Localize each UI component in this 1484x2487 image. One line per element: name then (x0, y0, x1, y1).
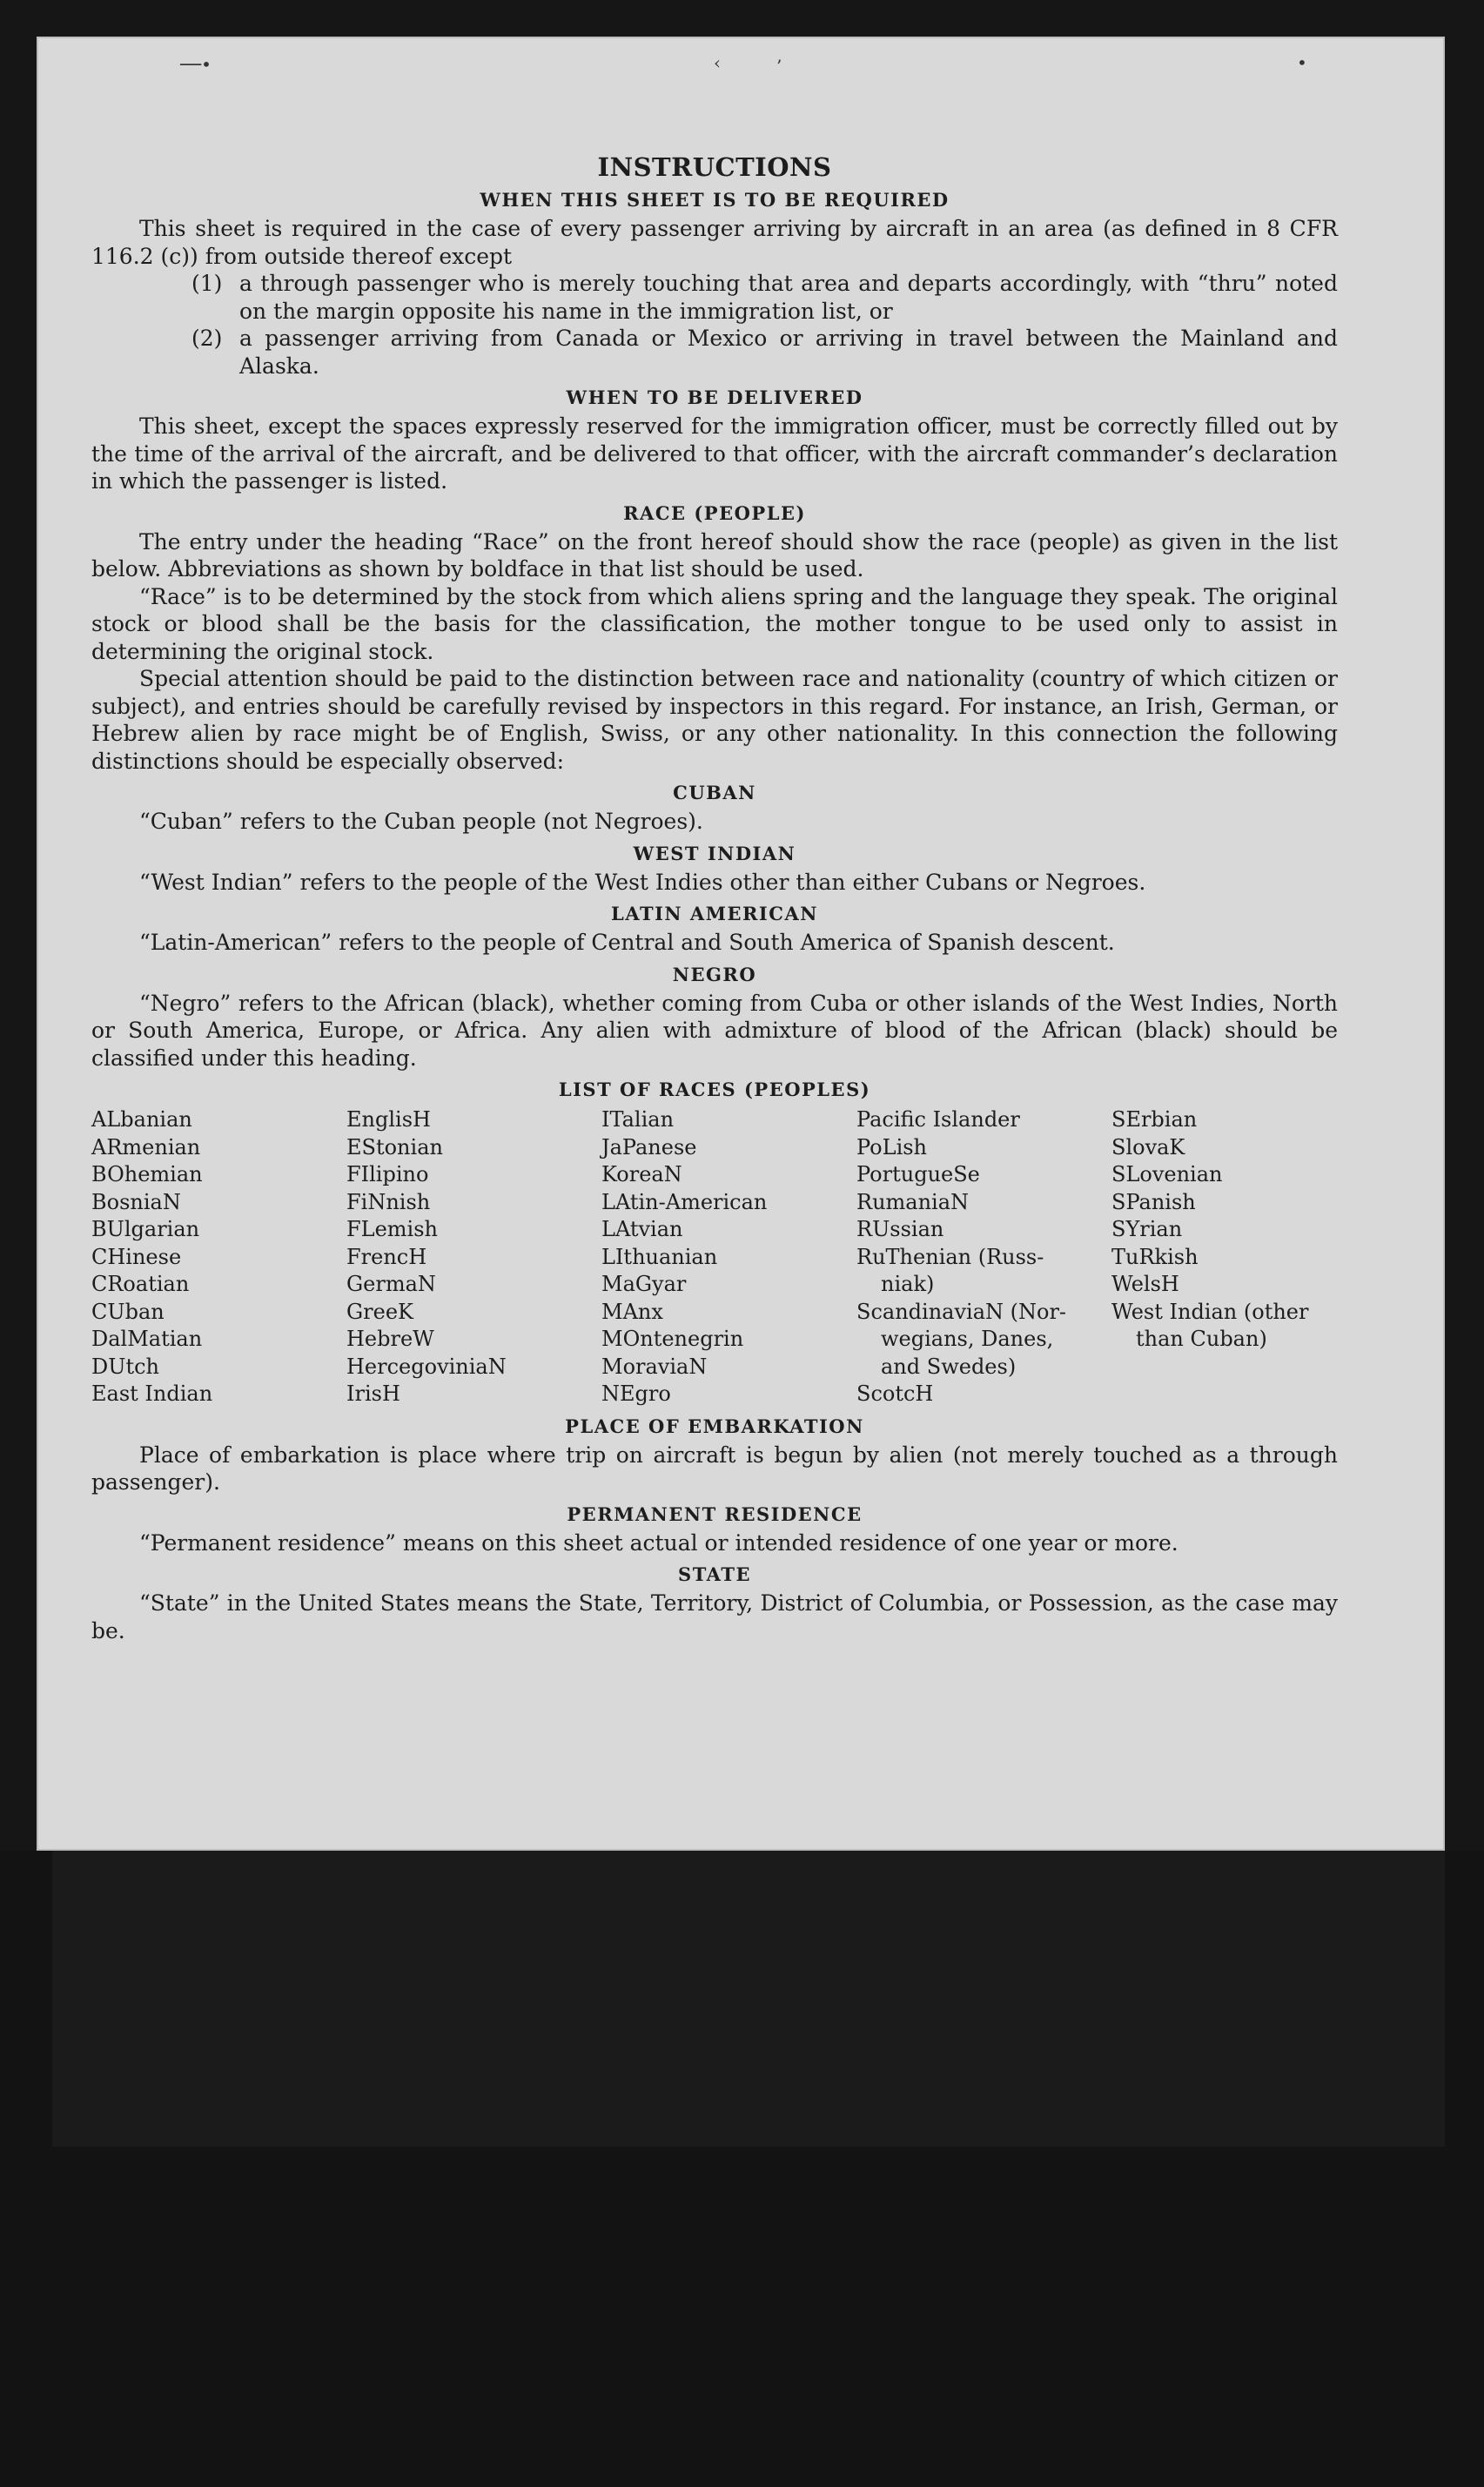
state-text: “State” in the United States means the State, Territory, District of Columbia, or Possession, as the case may be. (91, 1590, 1338, 1643)
races-column-4 (856, 1106, 1111, 1408)
race-entry: RumaniaN (856, 1189, 970, 1214)
when-delivered-text: This sheet, except the spaces expressly reserved for the immigration officer, must be correctly filled out by the time of the arrival of the aircraft, and be delivered to that officer, with the aircraft commander’s declaration in which the passenger is listed. (91, 413, 1338, 494)
race-entry: East Indian (91, 1381, 213, 1406)
race-entry: HebreW (346, 1327, 434, 1351)
heading-state: STATE (678, 1563, 751, 1585)
race-entry: Pacific Islander (856, 1107, 1020, 1132)
race-entry: ScandinaviaN (Nor- (856, 1299, 1067, 1324)
race-entry: EStonian (346, 1134, 443, 1159)
heading-latin-american: LATIN AMERICAN (611, 903, 818, 924)
race-entry: CHinese (91, 1244, 182, 1269)
race-entry: PortugueSe (856, 1162, 980, 1186)
heading-cuban: CUBAN (673, 782, 756, 803)
instructions-content (91, 152, 1338, 1644)
race-entry: NEgro (601, 1381, 671, 1406)
race-entry: MaGyar (601, 1272, 687, 1296)
races-column-5 (1111, 1106, 1338, 1408)
race-entry: EnglisH (346, 1107, 431, 1132)
list-item (191, 325, 1338, 380)
list-item-number: (1) (191, 271, 223, 296)
race-entry: HercegoviniaN (346, 1354, 507, 1379)
race-entry: West Indian (other (1111, 1299, 1309, 1324)
race-entry: MoraviaN (601, 1354, 708, 1379)
heading-west-indian: WEST INDIAN (633, 842, 796, 864)
race-entry: RUssian (856, 1217, 944, 1241)
races-column-1 (91, 1106, 346, 1408)
list-item-number: (2) (191, 326, 223, 351)
race-entry: FIlipino (346, 1162, 429, 1186)
race-paragraph-3: Special attention should be paid to the distinction between race and nationality (country of which citizen or subject), and entries should be carefully revised by inspectors in this regard. For instance, an Irish, German, or Hebrew alien by race might be of English, Swiss, or any other nationality. In this connection the following distinctions should be especially observed: (91, 666, 1338, 774)
races-list (91, 1106, 1338, 1408)
latin-american-text: “Latin-American” refers to the people of Central and South America of Spanish descent. (139, 930, 1115, 955)
race-entry: GermaN (346, 1272, 436, 1296)
race-entry-continued: than Cuban) (1136, 1327, 1267, 1351)
race-entry: ScotcH (856, 1381, 934, 1406)
race-entry: GreeK (346, 1299, 413, 1324)
race-entry: SErbian (1111, 1107, 1198, 1132)
race-entry: ITalian (601, 1107, 675, 1132)
race-entry: WelsH (1111, 1272, 1179, 1296)
race-entry: DUtch (91, 1354, 160, 1379)
race-entry: BosniaN (91, 1189, 181, 1214)
west-indian-text: “West Indian” refers to the people of the West Indies other than either Cubans or Negroes. (139, 869, 1146, 895)
race-entry: LAtin-American (601, 1189, 768, 1214)
race-entry: CRoatian (91, 1272, 190, 1296)
heading-embarkation: PLACE OF EMBARKATION (565, 1415, 864, 1437)
heading-when-delivered: WHEN TO BE DELIVERED (566, 386, 863, 408)
race-entry: KoreaN (601, 1162, 682, 1186)
race-entry-continued: niak) (881, 1272, 935, 1296)
races-column-2 (346, 1106, 601, 1408)
race-entry: IrisH (346, 1381, 400, 1406)
race-entry: ALbanian (91, 1107, 192, 1132)
race-entry: LIthuanian (601, 1244, 718, 1269)
list-item-text: a passenger arriving from Canada or Mexico or arriving in travel between the Mainland and Alaska. (239, 326, 1338, 379)
race-entry: SPanish (1111, 1189, 1196, 1214)
heading-race: RACE (PEOPLE) (623, 501, 806, 524)
race-entry: FrencH (346, 1244, 427, 1269)
race-entry: CUban (91, 1299, 165, 1324)
race-entry: MOntenegrin (601, 1327, 744, 1351)
races-column-3 (601, 1106, 856, 1408)
heading-negro: NEGRO (672, 963, 757, 985)
race-paragraph-2: “Race” is to be determined by the stock from which aliens spring and the language they speak. The original stock or blood shall be the basis for the classification, the mother tongue to be used only to assist in determining the original stock. (91, 583, 1338, 664)
race-entry: PoLish (856, 1134, 928, 1159)
heading-permanent-residence: PERMANENT RESIDENCE (567, 1502, 863, 1525)
list-item (191, 270, 1338, 325)
race-entry: TuRkish (1111, 1244, 1199, 1269)
race-entry: LAtvian (601, 1217, 683, 1241)
race-paragraph-1: The entry under the heading “Race” on the front hereof should show the race (people) as given in the list below. Abbreviations as shown by boldface in that list should be used. (91, 528, 1338, 581)
race-entry-continued: wegians, Danes, (881, 1327, 1054, 1351)
document-page: ──• ‹ ’ • (37, 37, 1445, 1851)
cuban-text: “Cuban” refers to the Cuban people (not Negroes). (139, 809, 703, 834)
permanent-residence-text: “Permanent residence” means on this sheet actual or intended residence of one year or more. (139, 1529, 1178, 1556)
race-entry: BUlgarian (91, 1217, 200, 1241)
negro-text: “Negro” refers to the African (black), whether coming from Cuba or other islands of the West Indies, North or South America, Europe, or Africa. Any alien with admixture of blood of the African (black) should be classified under this heading. (91, 990, 1338, 1071)
heading-list-of-races: LIST OF RACES (PEOPLES) (558, 1079, 871, 1100)
race-entry: FLemish (346, 1217, 438, 1241)
list-item-text: a through passenger who is merely touching that area and departs accordingly, with “thru” noted on the margin opposite his name in the immigration list, or (239, 271, 1338, 324)
page-title: INSTRUCTIONS (597, 152, 832, 182)
race-entry: ARmenian (91, 1134, 201, 1159)
embarkation-text: Place of embarkation is place where trip on aircraft is begun by alien (not merely touched as a through passenger). (91, 1442, 1338, 1495)
scan-background-band (52, 1851, 1445, 2147)
when-required-intro: This sheet is required in the case of every passenger arriving by aircraft in an area (as defined in 8 CFR 116.2 (c)) from outside thereof except (91, 216, 1338, 269)
race-entry: SYrian (1111, 1217, 1183, 1241)
race-entry: RuThenian (Russ- (856, 1244, 1044, 1269)
race-entry: MAnx (601, 1299, 663, 1324)
race-entry: JaPanese (601, 1134, 697, 1159)
race-entry-continued: and Swedes) (881, 1354, 1017, 1379)
heading-when-required: WHEN THIS SHEET IS TO BE REQUIRED (480, 189, 950, 211)
race-entry: SlovaK (1111, 1134, 1185, 1159)
race-entry: BOhemian (91, 1162, 203, 1186)
race-entry: SLovenian (1111, 1162, 1223, 1186)
race-entry: FiNnish (346, 1189, 431, 1214)
race-entry: DalMatian (91, 1327, 203, 1351)
